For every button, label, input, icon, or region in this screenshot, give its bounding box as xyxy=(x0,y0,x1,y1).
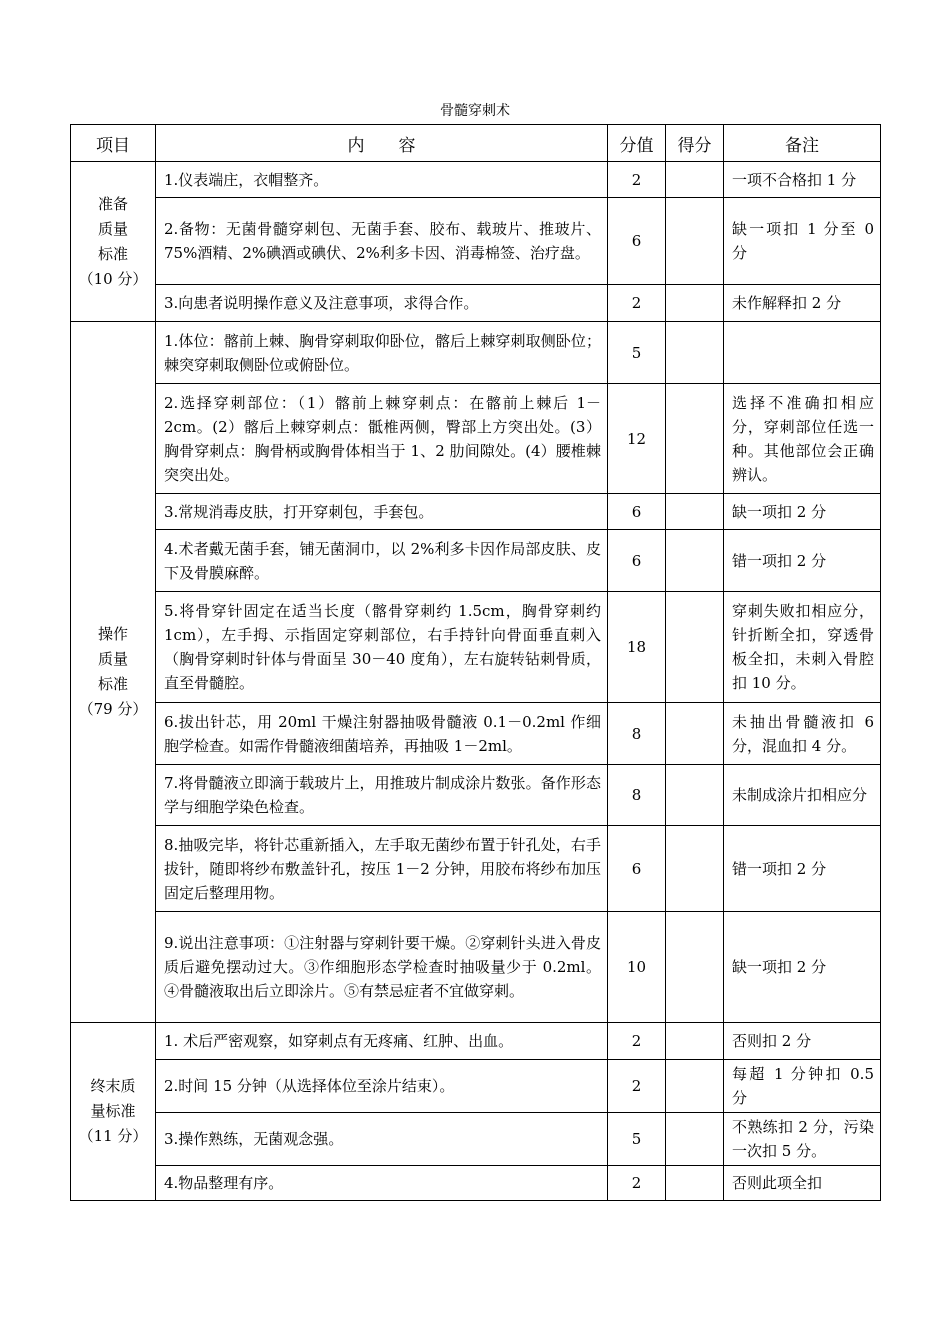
row-content: 3.操作熟练，无菌观念强。 xyxy=(156,1113,608,1166)
row-note: 缺一项扣 2 分 xyxy=(724,912,881,1023)
header-note: 备注 xyxy=(724,125,881,162)
row-value: 6 xyxy=(608,494,666,530)
row-content: 3.常规消毒皮肤，打开穿刺包，手套包。 xyxy=(156,494,608,530)
row-content: 4.物品整理有序。 xyxy=(156,1166,608,1201)
row-note: 一项不合格扣 1 分 xyxy=(724,162,881,198)
row-value: 6 xyxy=(608,530,666,592)
header-value: 分值 xyxy=(608,125,666,162)
row-content: 2.时间 15 分钟（从选择体位至涂片结束）。 xyxy=(156,1060,608,1113)
row-got xyxy=(666,162,724,198)
score-table xyxy=(70,124,881,1201)
row-value: 2 xyxy=(608,162,666,198)
table-row xyxy=(71,765,881,826)
row-note: 错一项扣 2 分 xyxy=(724,826,881,912)
category-final: 终末质 量标准 （11 分） xyxy=(71,1023,156,1201)
row-note xyxy=(724,322,881,384)
table-row xyxy=(71,1166,881,1201)
row-value: 6 xyxy=(608,198,666,285)
row-content: 2.选择穿刺部位：（1）髂前上棘穿刺点：在髂前上棘后 1－2cm。(2）髂后上棘穿刺点：骶椎两侧，臀部上方突出处。(3）胸骨穿刺点：胸骨柄或胸骨体相当于 1、2 肋间隙处。(4）腰椎棘突突出处。 xyxy=(156,384,608,494)
row-value: 2 xyxy=(608,285,666,322)
row-got xyxy=(666,592,724,703)
row-value: 10 xyxy=(608,912,666,1023)
table-row xyxy=(71,494,881,530)
row-content: 1. 术后严密观察，如穿刺点有无疼痛、红肿、出血。 xyxy=(156,1023,608,1060)
table-row xyxy=(71,285,881,322)
row-note: 缺一项扣 2 分 xyxy=(724,494,881,530)
table-row xyxy=(71,703,881,765)
row-value: 5 xyxy=(608,322,666,384)
row-got xyxy=(666,1113,724,1166)
row-value: 2 xyxy=(608,1060,666,1113)
row-content: 7.将骨髓液立即滴于载玻片上，用推玻片制成涂片数张。备作形态学与细胞学染色检查。 xyxy=(156,765,608,826)
table-row xyxy=(71,592,881,703)
row-got xyxy=(666,826,724,912)
row-got xyxy=(666,765,724,826)
table-row xyxy=(71,826,881,912)
row-value: 8 xyxy=(608,703,666,765)
row-content: 1.体位：髂前上棘、胸骨穿刺取仰卧位，髂后上棘穿刺取侧卧位；棘突穿刺取侧卧位或俯卧位。 xyxy=(156,322,608,384)
row-content: 6.拔出针芯，用 20ml 干燥注射器抽吸骨髓液 0.1－0.2ml 作细胞学检查。如需作骨髓液细菌培养，再抽吸 1－2ml。 xyxy=(156,703,608,765)
table-row xyxy=(71,162,881,198)
row-got xyxy=(666,912,724,1023)
row-note: 缺一项扣 1 分至 0 分 xyxy=(724,198,881,285)
row-note: 未抽出骨髓液扣 6 分，混血扣 4 分。 xyxy=(724,703,881,765)
row-note: 每超 1 分钟扣 0.5 分 xyxy=(724,1060,881,1113)
row-note: 选择不准确扣相应分，穿刺部位任选一种。其他部位会正确辨认。 xyxy=(724,384,881,494)
row-got xyxy=(666,703,724,765)
category-prep: 准备 质量 标准 （10 分） xyxy=(71,162,156,322)
header-content: 内 容 xyxy=(156,125,608,162)
row-note: 穿刺失败扣相应分，针折断全扣，穿透骨板全扣，未刺入骨腔扣 10 分。 xyxy=(724,592,881,703)
row-content: 5.将骨穿针固定在适当长度（髂骨穿刺约 1.5cm，胸骨穿刺约 1cm），左手拇、示指固定穿刺部位，右手持针向骨面垂直刺入（胸骨穿刺时针体与骨面呈 30－40 度角），左右旋转钻刺骨质，直至骨髓腔。 xyxy=(156,592,608,703)
row-content: 4.术者戴无菌手套，铺无菌洞巾，以 2%利多卡因作局部皮肤、皮下及骨膜麻醉。 xyxy=(156,530,608,592)
row-value: 5 xyxy=(608,1113,666,1166)
row-value: 8 xyxy=(608,765,666,826)
table-row xyxy=(71,1113,881,1166)
table-row xyxy=(71,1023,881,1060)
table-row xyxy=(71,384,881,494)
row-got xyxy=(666,494,724,530)
row-value: 12 xyxy=(608,384,666,494)
row-note: 否则此项全扣 xyxy=(724,1166,881,1201)
header-row xyxy=(71,125,881,162)
header-item: 项目 xyxy=(71,125,156,162)
row-note: 未制成涂片扣相应分 xyxy=(724,765,881,826)
row-got xyxy=(666,198,724,285)
table-row xyxy=(71,198,881,285)
row-got xyxy=(666,384,724,494)
table-row xyxy=(71,1060,881,1113)
row-content: 2.备物：无菌骨髓穿刺包、无菌手套、胶布、载玻片、推玻片、75%酒精、2%碘酒或碘伏、2%利多卡因、消毒棉签、治疗盘。 xyxy=(156,198,608,285)
table-row xyxy=(71,322,881,384)
row-value: 6 xyxy=(608,826,666,912)
category-operation: 操作 质量 标准 （79 分） xyxy=(71,322,156,1023)
page-title: 骨髓穿刺术 xyxy=(440,103,510,119)
row-value: 2 xyxy=(608,1166,666,1201)
row-content: 9.说出注意事项：①注射器与穿刺针要干燥。②穿刺针头进入骨皮质后避免摆动过大。③作细胞形态学检查时抽吸量少于 0.2ml。④骨髓液取出后立即涂片。⑤有禁忌症者不宜做穿刺。 xyxy=(156,912,608,1023)
table-row xyxy=(71,530,881,592)
header-got: 得分 xyxy=(666,125,724,162)
row-got xyxy=(666,322,724,384)
table-row xyxy=(71,912,881,1023)
row-note: 不熟练扣 2 分，污染一次扣 5 分。 xyxy=(724,1113,881,1166)
row-note: 错一项扣 2 分 xyxy=(724,530,881,592)
row-content: 1.仪表端庄，衣帽整齐。 xyxy=(156,162,608,198)
row-note: 未作解释扣 2 分 xyxy=(724,285,881,322)
row-value: 2 xyxy=(608,1023,666,1060)
row-got xyxy=(666,530,724,592)
row-got xyxy=(666,285,724,322)
row-value: 18 xyxy=(608,592,666,703)
row-got xyxy=(666,1023,724,1060)
row-note: 否则扣 2 分 xyxy=(724,1023,881,1060)
row-content: 8.抽吸完毕，将针芯重新插入，左手取无菌纱布置于针孔处，右手拔针，随即将纱布敷盖针孔，按压 1－2 分钟，用胶布将纱布加压固定后整理用物。 xyxy=(156,826,608,912)
row-content: 3.向患者说明操作意义及注意事项，求得合作。 xyxy=(156,285,608,322)
row-got xyxy=(666,1166,724,1201)
row-got xyxy=(666,1060,724,1113)
